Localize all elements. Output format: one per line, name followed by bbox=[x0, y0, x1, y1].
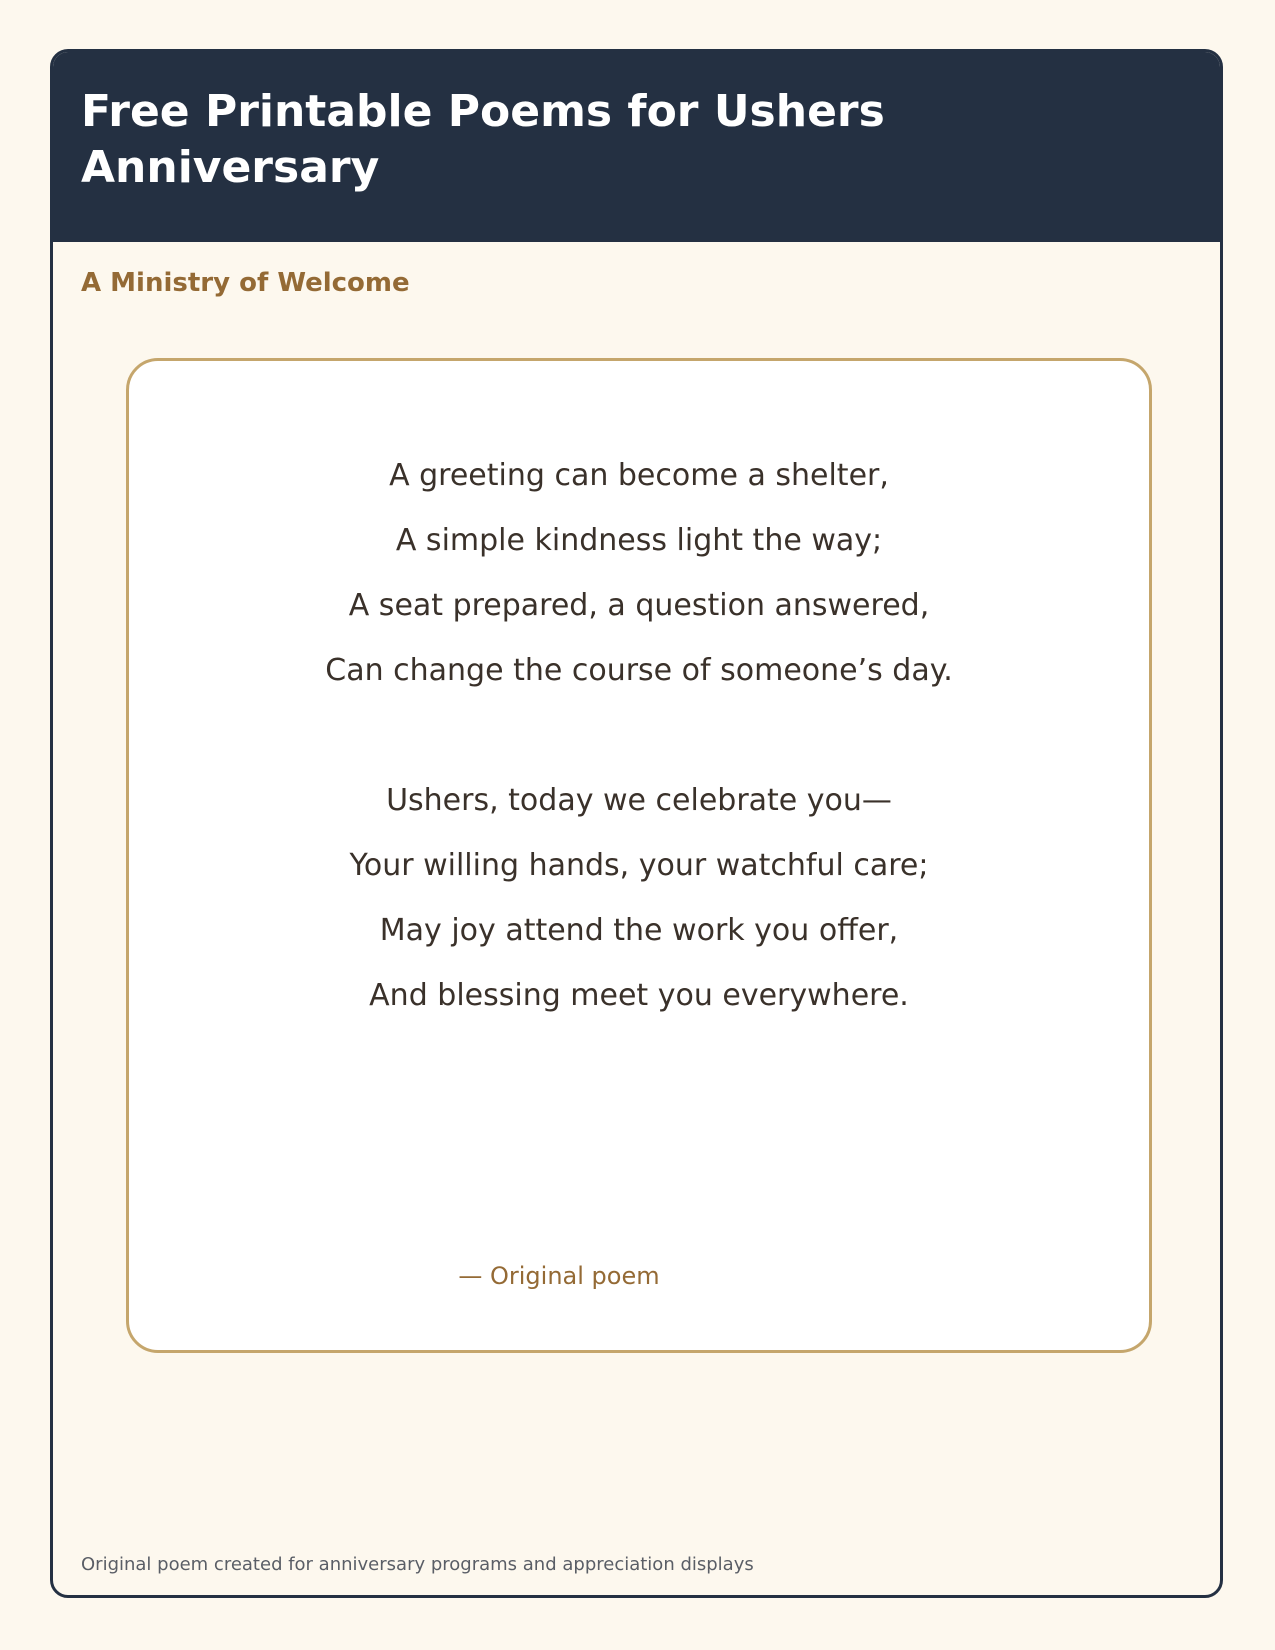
poem-line: A greeting can become a shelter, bbox=[389, 458, 889, 493]
printable-page bbox=[50, 49, 1223, 1598]
poem-line: Your willing hands, your watchful care; bbox=[349, 848, 929, 883]
poem-line: Ushers, today we celebrate you— bbox=[386, 783, 892, 818]
poem-line: May joy attend the work you offer, bbox=[379, 913, 899, 948]
footer-note: Original poem created for anniversary programs and appreciation displays bbox=[81, 1554, 754, 1575]
poem-stanza-2 bbox=[129, 768, 1149, 1028]
poem-line: A seat prepared, a question answered, bbox=[348, 588, 930, 623]
poem-line: And blessing meet you everywhere. bbox=[369, 978, 909, 1013]
poem-line: A simple kindness light the way; bbox=[395, 523, 883, 558]
page-title: Free Printable Poems for Ushers Anniversary bbox=[81, 86, 885, 193]
poem-card bbox=[126, 358, 1152, 1353]
poem-stanza-1 bbox=[129, 443, 1149, 703]
poem-line: Can change the course of someone’s day. bbox=[325, 653, 953, 688]
poem-attribution: — Original poem bbox=[458, 1262, 660, 1290]
page-subtitle: A Ministry of Welcome bbox=[81, 268, 410, 298]
page-header bbox=[53, 52, 1220, 242]
